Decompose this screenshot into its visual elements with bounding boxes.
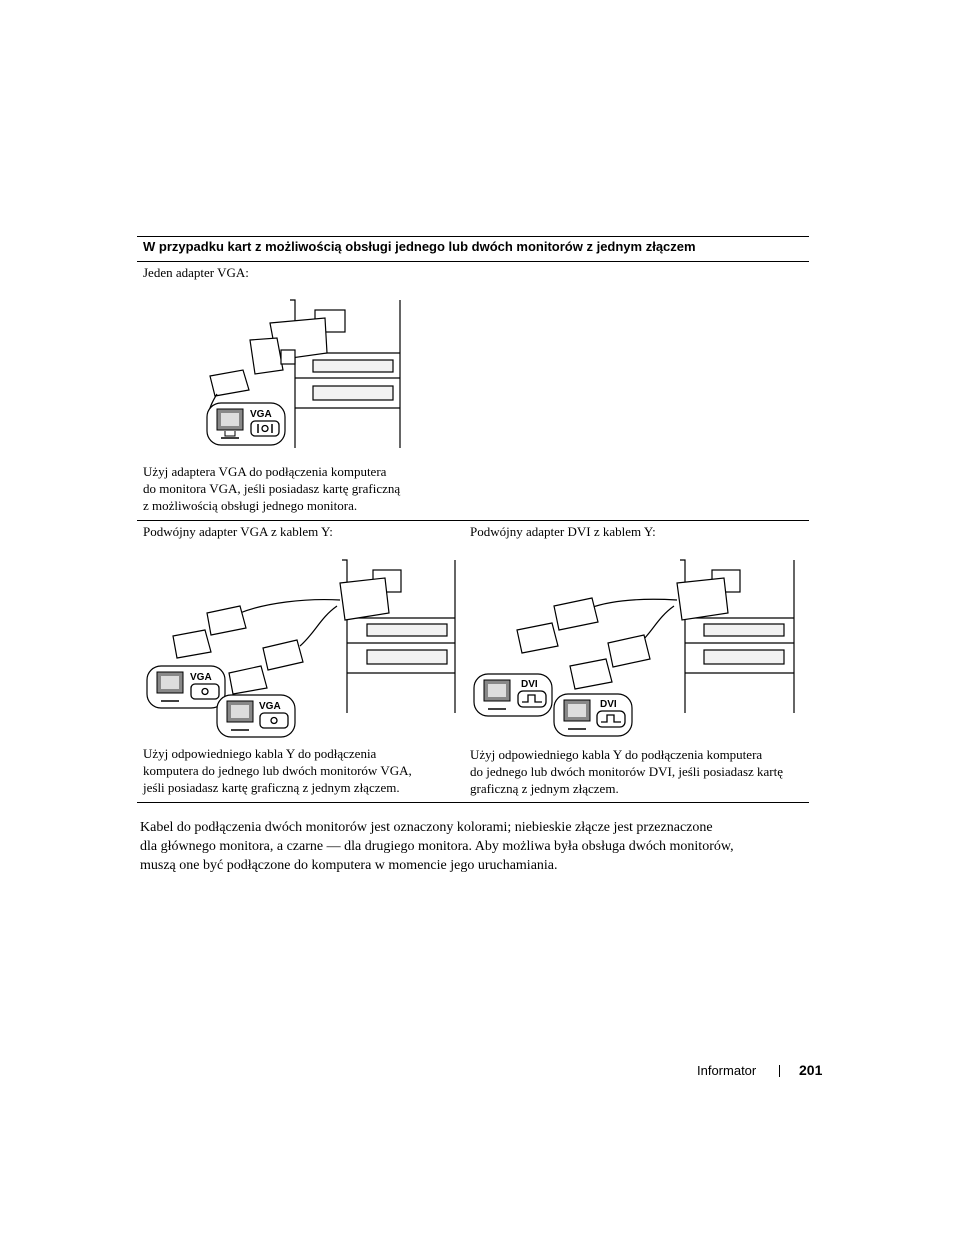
- dual-vga-caption: Użyj odpowiedniego kabla Y do podłączenia komputera do jednego lub dwóch monitorów VGA, jeśli posiadasz kartę graficzną z jednym złączem.: [143, 746, 412, 795]
- table-bottom-rule: [137, 802, 809, 803]
- dual-dvi-adapter-illustration: [472, 558, 800, 740]
- page-number: 201: [799, 1062, 823, 1078]
- table-middle-rule: [137, 520, 809, 521]
- single-adapter-label: Jeden adapter VGA:: [143, 265, 249, 280]
- vga-monitor-badge: [207, 403, 285, 445]
- dual-dvi-badge-text-2: DVI: [600, 699, 617, 710]
- dual-dvi-badge-text-1: DVI: [521, 679, 538, 690]
- table-header-rule: [137, 261, 809, 262]
- single-vga-adapter-illustration: [195, 298, 410, 448]
- footer-separator: [779, 1065, 780, 1077]
- dvi-monitor-badge-2: [554, 694, 632, 736]
- dual-vga-adapter-illustration: [145, 558, 460, 740]
- dual-vga-badge-text-1: VGA: [190, 672, 212, 683]
- dvi-monitor-badge-1: [474, 674, 552, 716]
- body-paragraph: Kabel do podłączenia dwóch monitorów jest oznaczony kolorami; niebieskie złącze jest przeznaczone dla głównego monitora, a czarne — dla drugiego monitora. Aby możliwa była obsługa dwóch monitorów, muszą one być podłączone do komputera w momencie jego uruchamiania.: [140, 820, 734, 873]
- table-top-rule: [137, 236, 809, 237]
- single-vga-badge-text: VGA: [250, 409, 272, 420]
- single-adapter-caption: Użyj adaptera VGA do podłączenia komputera do monitora VGA, jeśli posiadasz kartę graficzną z możliwością obsługi jednego monitora.: [143, 464, 401, 513]
- vga-monitor-badge-1: [147, 666, 225, 708]
- dual-dvi-label: Podwójny adapter DVI z kablem Y:: [470, 524, 656, 539]
- vga-monitor-badge-2: [217, 695, 295, 737]
- footer-section-name: Informator: [697, 1063, 757, 1078]
- dual-dvi-caption: Użyj odpowiedniego kabla Y do podłączenia komputera do jednego lub dwóch monitorów DVI, jeśli posiadasz kartę graficzną z jednym złączem.: [470, 747, 784, 796]
- table-title: W przypadku kart z możliwością obsługi jednego lub dwóch monitorów z jednym złączem: [143, 239, 696, 254]
- dual-vga-label: Podwójny adapter VGA z kablem Y:: [143, 524, 333, 539]
- dual-vga-badge-text-2: VGA: [259, 701, 281, 712]
